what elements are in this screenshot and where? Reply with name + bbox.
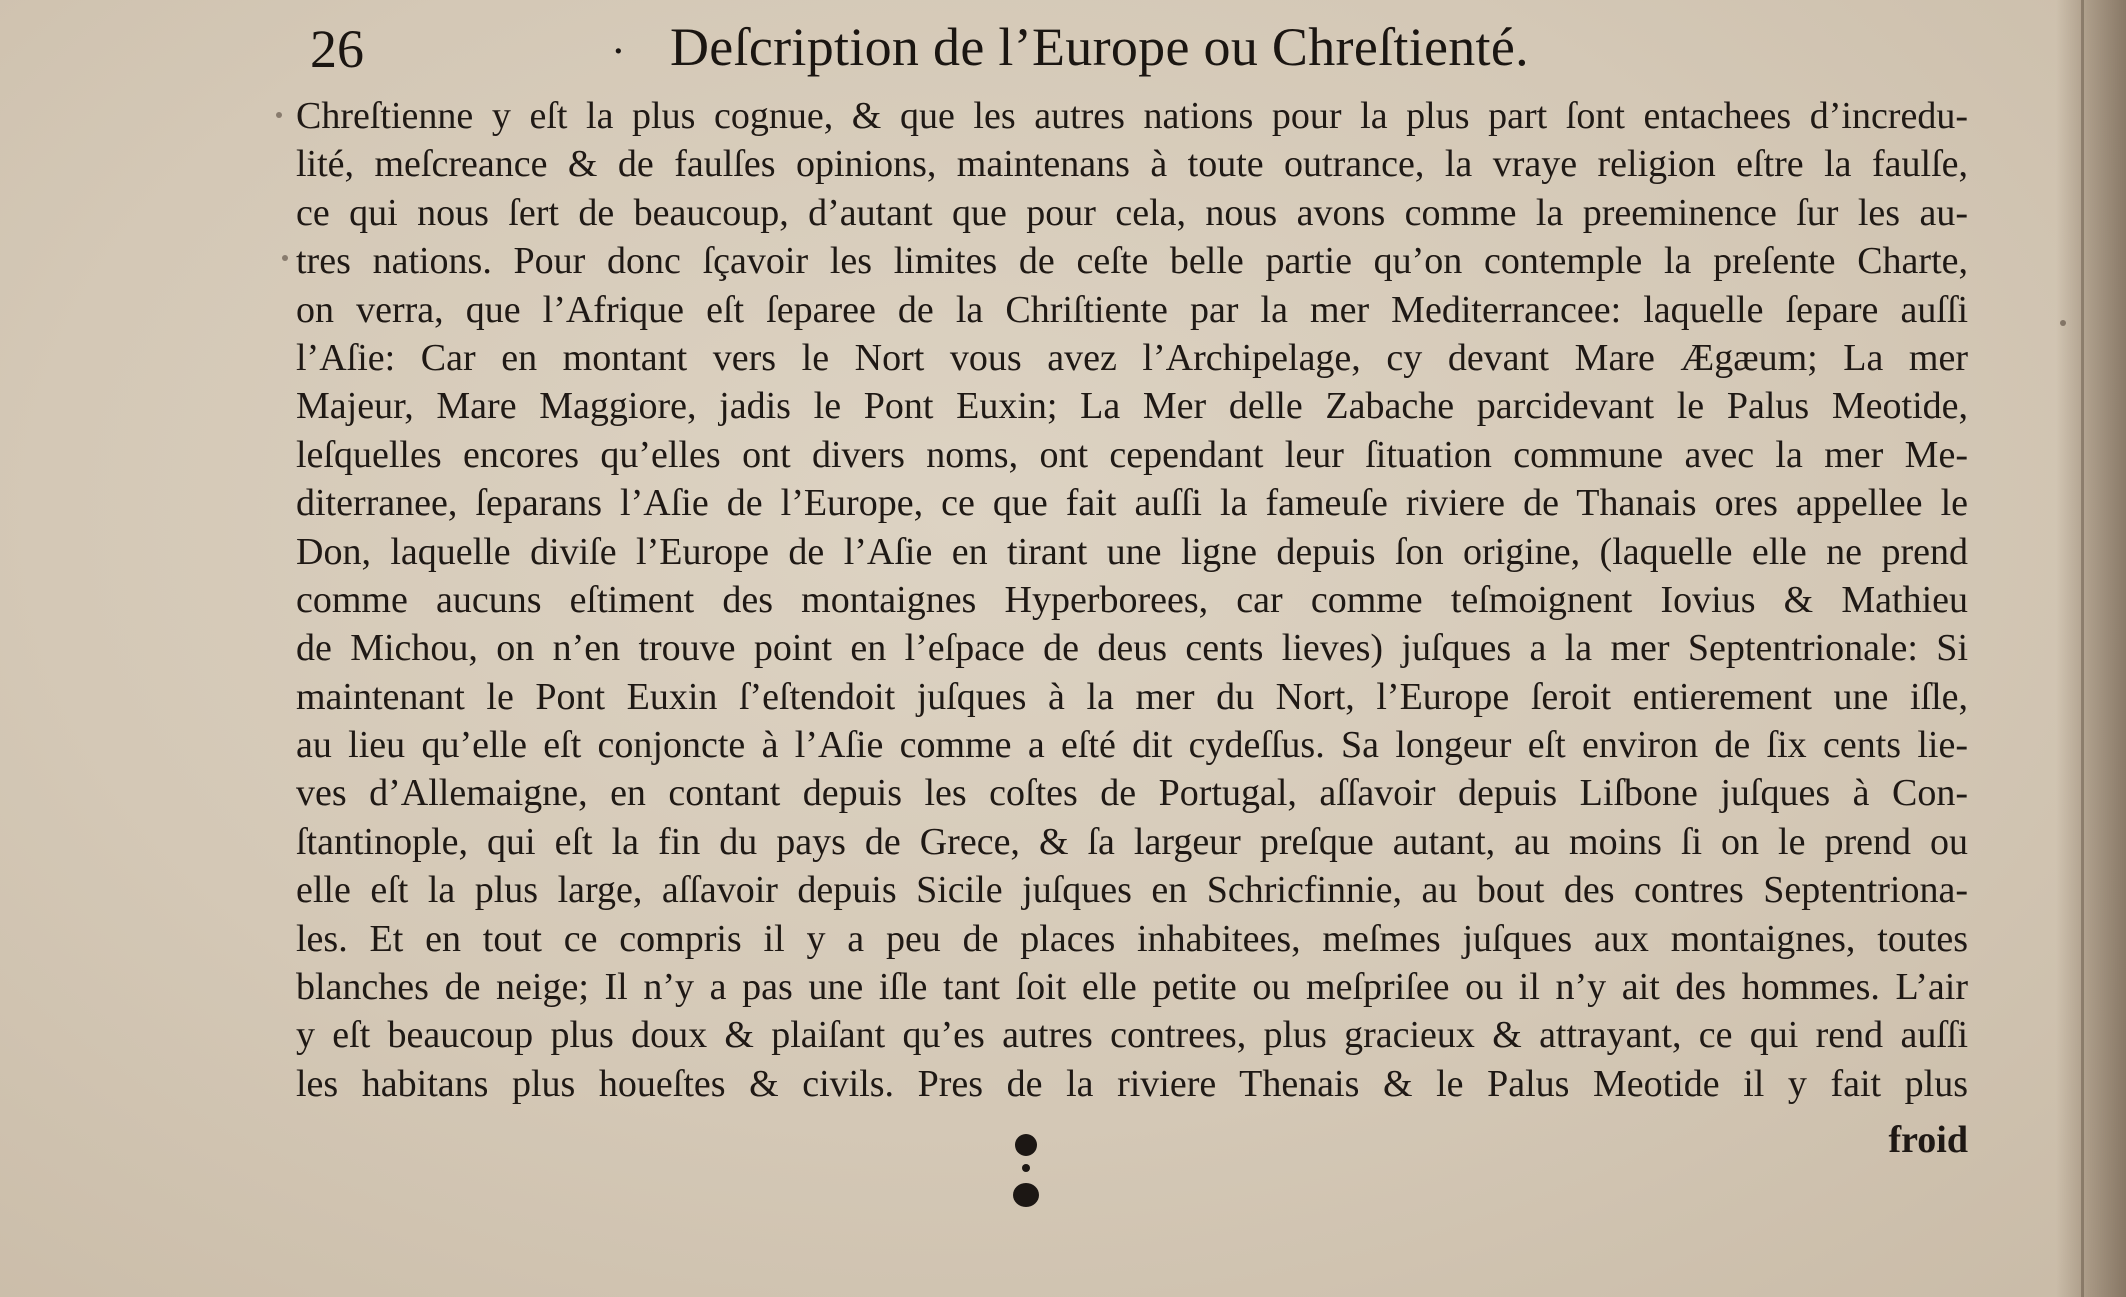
margin-speck	[2060, 320, 2066, 326]
catchword: froid	[1888, 1119, 1968, 1161]
text-line: elle eſt la plus large, aſſavoir depuis Sicile juſques en Schricfinnie, au bout des contres Septentriona-	[296, 869, 1968, 912]
body-text	[296, 92, 1968, 1108]
text-line: ce qui nous ſert de beaucoup, d’autant que pour cela, nous avons comme la preeminence ſur les au-	[296, 191, 1968, 234]
margin-speck	[282, 255, 288, 261]
text-line: maintenant le Pont Euxin ſ’eſtendoit juſques à la mer du Nort, l’Europe ſeroit entierement une iſle,	[296, 675, 1968, 718]
text-line: tres nations. Pour donc ſçavoir les limites de ceſte belle partie qu’on contemple la preſente Charte,	[296, 240, 1968, 283]
text-line: ſtantinople, qui eſt la fin du pays de Grece, & ſa largeur preſque autant, au moins ſi on le prend ou	[296, 820, 1968, 863]
text-line: de Michou, on n’en trouve point en l’eſpace de deus cents lieves) juſques a la mer Septentrionale: Si	[296, 627, 1968, 670]
text-line: leſquelles encores qu’elles ont divers noms, ont cependant leur ſituation commune avec la mer Me-	[296, 433, 1968, 476]
page-number: 26	[310, 19, 364, 79]
text-line: blanches de neige; Il n’y a pas une iſle tant ſoit elle petite ou meſpriſee ou il n’y ait des hommes. L’air	[296, 966, 1968, 1009]
running-head	[300, 18, 2000, 98]
text-line: les habitans plus houeſtes & civils. Pres de la riviere Thenais & le Palus Meotide il y fait plus	[296, 1062, 1968, 1105]
text-line: lité, meſcreance & de faulſes opinions, maintenans à toute outrance, la vraye religion eſtre la faulſe,	[296, 143, 1968, 186]
text-line: diterranee, ſeparans l’Aſie de l’Europe, ce que fait auſſi la fameuſe riviere de Thanais ores appellee le	[296, 482, 1968, 525]
text-line: Chreſtienne y eſt la plus cognue, & que les autres nations pour la plus part ſont entachees d’incredu-	[296, 95, 1968, 137]
page-title: Deſcription de l’Europe ou Chreſtienté.	[670, 17, 1529, 77]
head-separator: ·	[612, 29, 625, 75]
margin-speck	[276, 112, 282, 118]
text-line: comme aucuns eſtiment des montaignes Hyperborees, car comme teſmoignent Iovius & Mathieu	[296, 578, 1968, 621]
text-line: on verra, que l’Afrique eſt ſeparee de la Chriſtiente par la mer Mediterrancee: laquelle ſepare auſſi	[296, 288, 1968, 331]
signature-mark-dot	[1013, 1183, 1039, 1207]
text-line: l’Aſie: Car en montant vers le Nort vous avez l’Archipelage, cy devant Mare Ægæum; La mer	[296, 336, 1968, 379]
signature-mark-dot	[1015, 1134, 1037, 1156]
signature-mark-dot	[1022, 1164, 1030, 1172]
gutter-fold-line	[2081, 0, 2084, 1297]
text-line: les. Et en tout ce compris il y a peu de places inhabitees, meſmes juſques aux montaignes, toutes	[296, 917, 1968, 960]
text-line: y eſt beaucoup plus doux & plaiſant qu’es autres contrees, plus gracieux & attrayant, ce qui rend auſſi	[296, 1014, 1968, 1057]
text-line: au lieu qu’elle eſt conjoncte à l’Aſie comme a eſté dit cydeſſus. Sa longeur eſt environ de ſix cents lie-	[296, 724, 1968, 767]
text-line: Don, laquelle diviſe l’Europe de l’Aſie en tirant une ligne depuis ſon origine, (laquelle elle ne prend	[296, 530, 1968, 573]
text-line: Majeur, Mare Maggiore, jadis le Pont Euxin; La Mer delle Zabache parcidevant le Palus Meotide,	[296, 385, 1968, 428]
page-gutter-shadow	[2056, 0, 2126, 1297]
text-line: ves d’Allemaigne, en contant depuis les coſtes de Portugal, aſſavoir depuis Liſbone juſques à Con-	[296, 772, 1968, 815]
